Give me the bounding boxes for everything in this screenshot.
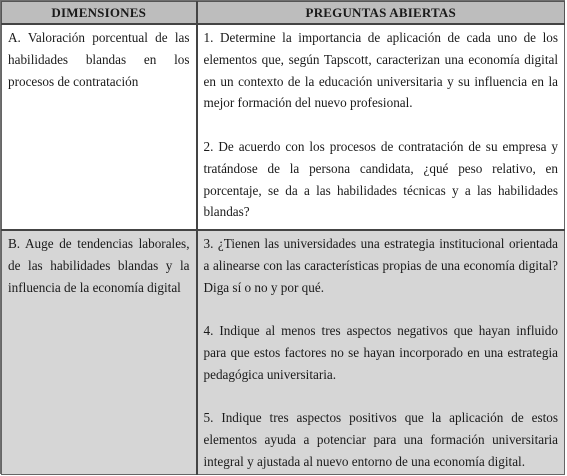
header-preguntas-abiertas: PREGUNTAS ABIERTAS [197,2,565,25]
question-5: 5. Indique tres aspectos positivos que la aplicación de estos elementos ayuda a potenciar para una formación universitaria integral y ajustada al nuevo entorno de una economía digital. [203,410,558,469]
questions-cell [197,230,565,475]
dimensions-questions-table [1,1,565,475]
dimension-cell: A. Valoración porcentual de las habilidades blandas en los procesos de contratación [2,24,197,230]
question-2: 2. De acuerdo con los procesos de contratación de su empresa y tratándose de la persona candidata, ¿qué peso relativo, en porcentaje, se da a las habilidades técnicas y a las habilidades blandas? [203,138,558,220]
header-dimensiones: DIMENSIONES [2,2,197,25]
dimension-cell: B. Auge de tendencias laborales, de las habilidades blandas y la influencia de la economía digital [2,230,197,475]
questions-cell [197,24,565,230]
table-row [2,24,565,230]
question-4: 4. Indique al menos tres aspectos negativos que hayan influido para que estos factores no se hayan incorporado en una estrategia pedagógica universitaria. [203,323,558,382]
question-3: 3. ¿Tienen las universidades una estrategia institucional orientada a alinearse con las características propias de una economía digital? Diga sí o no y por qué. [203,236,558,295]
table-row [2,230,565,475]
question-1: 1. Determine la importancia de aplicación de cada uno de los elementos que, según Tapscott, caracterizan una economía digital en un contexto de la educación universitaria y su influencia en la mejor formación del nuevo profesional. [203,30,558,111]
header-row [2,2,565,25]
